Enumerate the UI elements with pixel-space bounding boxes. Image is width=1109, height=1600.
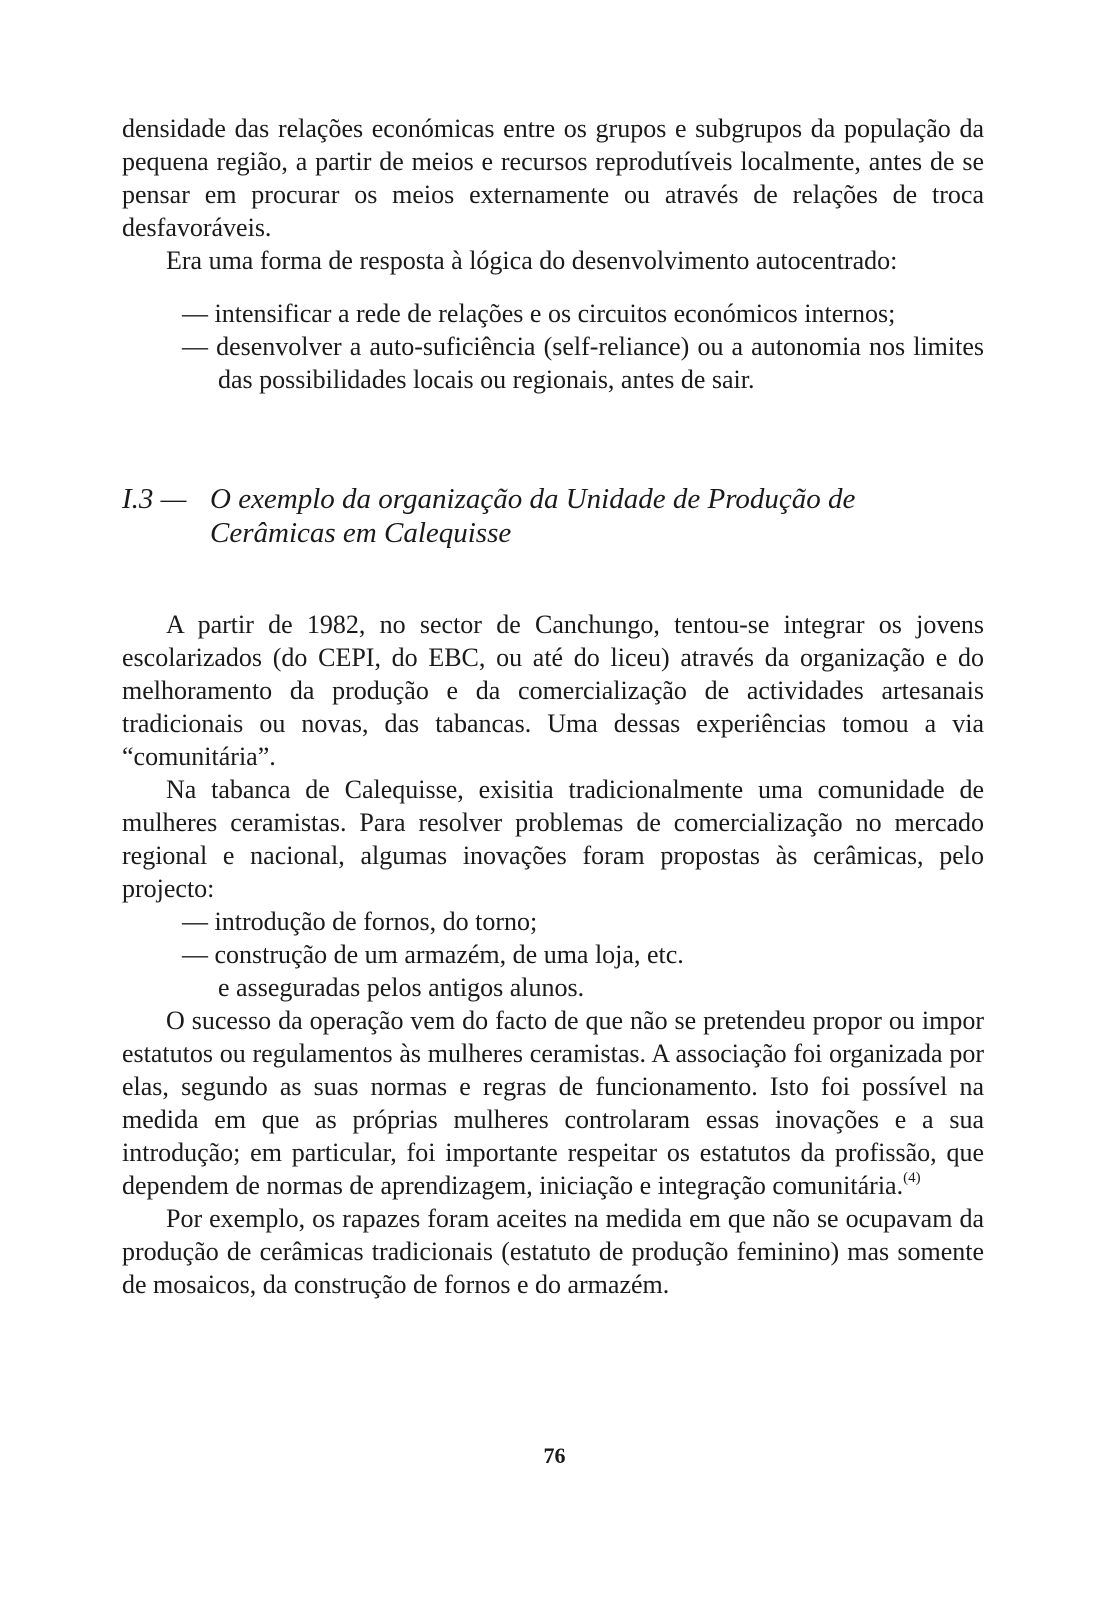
footnote-reference: (4) (903, 1170, 921, 1186)
list-objectives (182, 297, 984, 396)
paragraph-success-text: O sucesso da operação vem do facto de que não se pretendeu propor ou impor estatutos ou regulamentos às mulheres ceramistas. A associação foi organizada por elas, segundo as suas normas e regras de funcionamento. Isto foi possível na medida em que as próprias mulheres controlaram essas inovações e a sua introdução; em particular, foi importante respeitar os estatutos da profissão, que dependem de normas de aprendizagem, iniciação e integração comunitária. (122, 1006, 984, 1200)
list-item: — introdução de fornos, do torno; (182, 907, 538, 936)
paragraph-intro: densidade das relações económicas entre os grupos e subgrupos da população da pequena região, a partir de meios e recursos reprodutíveis localmente, antes de se pensar em procurar os meios externamente ou através de relações de troca desfavoráveis. (122, 114, 984, 242)
page-body (122, 112, 984, 1301)
section-title: O exemplo da organização da Unidade de Produção de Cerâmicas em Calequisse (210, 483, 856, 549)
list-innovations (182, 905, 984, 1004)
paragraph-example: Por exemplo, os rapazes foram aceites na medida em que não se ocupavam da produção de cerâmicas tradicionais (estatuto de produção feminino) mas somente de mosaicos, da construção de fornos e do armazém. (122, 1204, 984, 1299)
list-continuation: e asseguradas pelos antigos alunos. (218, 973, 585, 1002)
list-item: — intensificar a rede de relações e os circuitos económicos internos; (182, 299, 896, 328)
list-item: — construção de um armazém, de uma loja, etc. (182, 940, 684, 969)
page-number: 76 (543, 1443, 566, 1468)
list-item: — desenvolver a auto-suficiência (self-reliance) ou a autonomia nos limites das possibilidades locais ou regionais, antes de sair. (182, 332, 984, 394)
section-number: I.3 — (122, 483, 187, 515)
paragraph-canchungo: A partir de 1982, no sector de Canchungo, tentou-se integrar os jovens escolarizados (do CEPI, do EBC, ou até do liceu) através da organização e do melhoramento da produção e da comercialização de actividades artesanais tradicionais ou novas, das tabancas. Uma dessas experiências tomou a via “comunitária”. (122, 610, 984, 771)
paragraph-calequisse: Na tabanca de Calequisse, exisitia tradicionalmente uma comunidade de mulheres ceramistas. Para resolver problemas de comercialização no mercado regional e nacional, algumas inovações foram propostas às cerâmicas, pelo projecto: (122, 775, 984, 903)
paragraph-autocentrado: Era uma forma de resposta à lógica do desenvolvimento autocentrado: (166, 246, 898, 275)
section-heading (122, 482, 984, 550)
paragraph-success (122, 1004, 984, 1202)
